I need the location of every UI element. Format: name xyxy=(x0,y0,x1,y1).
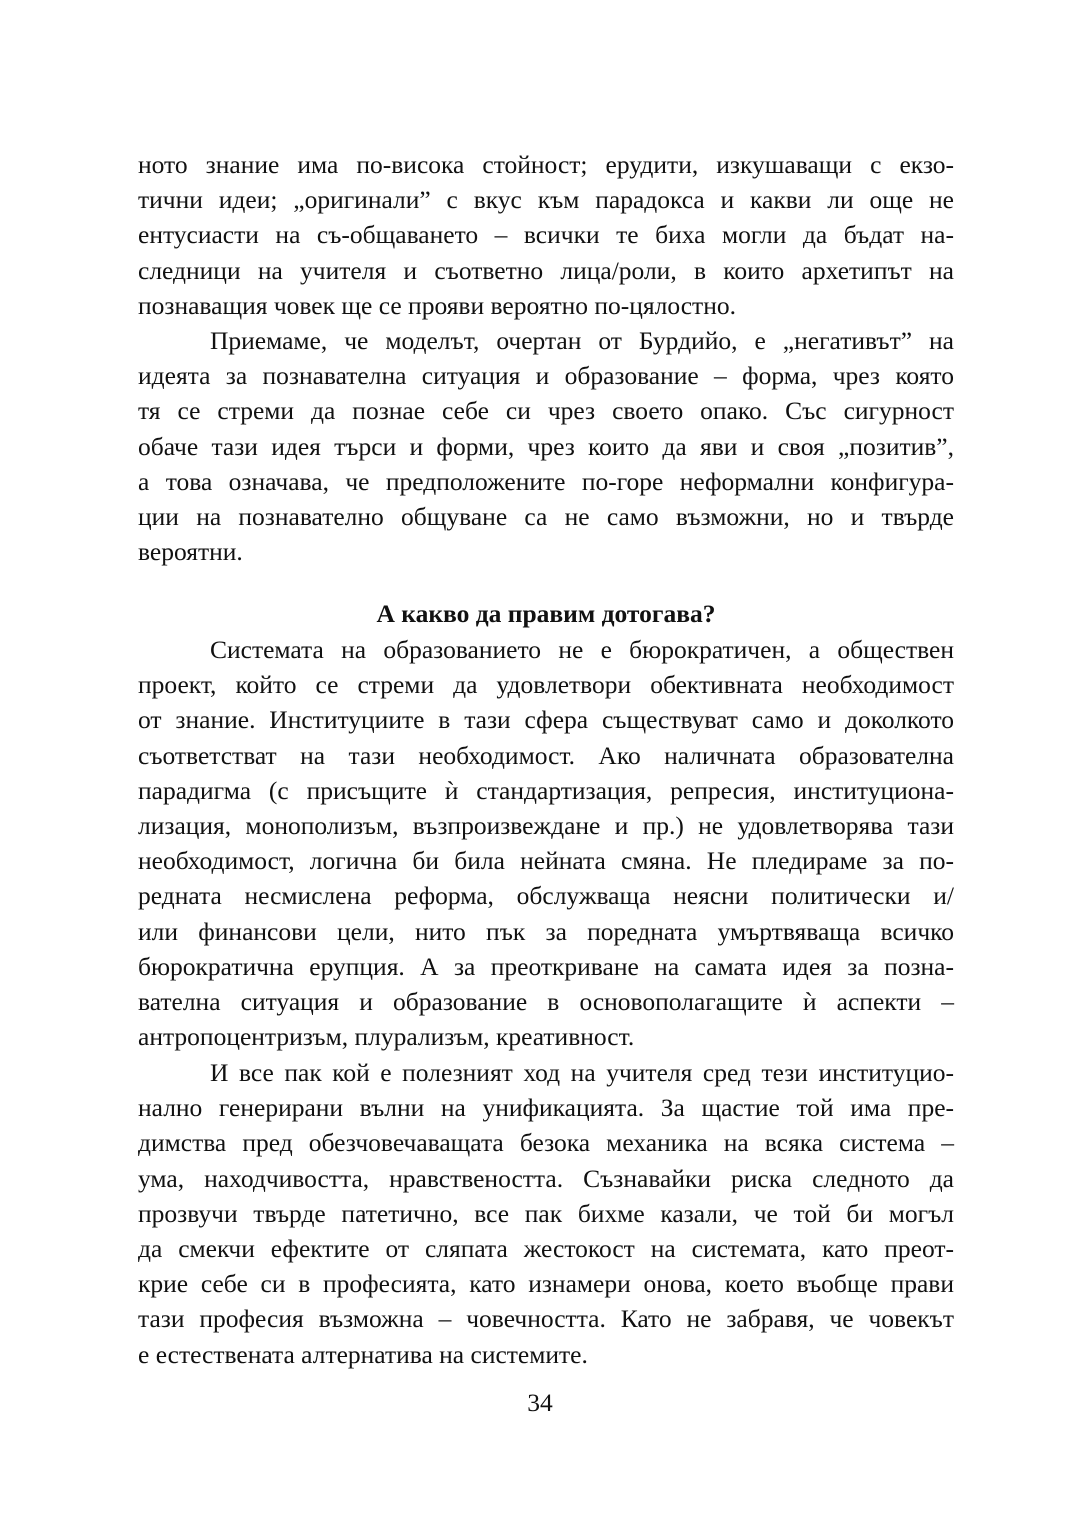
text-line: тази професия възможна – човечността. Като не забравя, че човекът xyxy=(138,1304,954,1334)
text-line: необходимост, логична би била нейната смяна. Не пледираме за по- xyxy=(138,846,954,876)
text-line: лизация, монополизъм, възпроизвеждане и пр.) не удовлетворява тази xyxy=(138,810,954,840)
paragraph-education-system xyxy=(138,632,954,1054)
text-line: ции на познавателно общуване са не само възможни, но и твърде xyxy=(138,501,954,531)
text-line: проект, който се стреми да удовлетвори обективната необходимост xyxy=(138,670,954,700)
text-line: тични идеи; „оригинали” с вкус към парадокса и какви ли още не xyxy=(138,185,954,215)
text-line: крие себе си в професията, като изнамери онова, което въобще прави xyxy=(138,1269,954,1299)
text-line: следници на учителя и съответно лица/роли, в които архетипът на xyxy=(138,255,954,285)
text-line: нално генерирани вълни на унификацията. За щастие той има пре- xyxy=(138,1093,954,1123)
text-line: тя се стреми да познае себе си чрез своето опако. Със сигурност xyxy=(138,396,954,426)
page-number: 34 xyxy=(527,1388,553,1417)
text-line: вателна ситуация и образование в основополагащите ѝ аспекти – xyxy=(138,986,954,1016)
text-line: познаващия човек ще се прояви вероятно по-цялостно. xyxy=(138,290,736,320)
text-line: антропоцентризъм, плурализъм, креативност. xyxy=(138,1022,635,1052)
text-line: от знание. Институциите в тази сфера съществуват само и доколкото xyxy=(138,705,954,735)
text-line: ентусиасти на съ-общаването – всички те биха могли да бъдат на- xyxy=(138,220,954,250)
paragraph-teacher-move xyxy=(138,1055,954,1372)
text-line: И все пак кой е полезният ход на учителя сред тези институцио- xyxy=(210,1058,954,1087)
text-line: да смекчи ефектите от сляпата жестокост на системата, като преот- xyxy=(138,1233,954,1263)
text-line: а това означава, че предположените по-горе неформални конфигура- xyxy=(138,466,954,496)
text-line: редната несмислена реформа, обслужваща неясни политически и/ xyxy=(138,881,954,911)
text-line: Системата на образованието не е бюрократичен, а обществен xyxy=(210,635,954,664)
text-line: идеята за познавателна ситуация и образование – форма, чрез която xyxy=(138,361,954,391)
paragraph-continued xyxy=(138,147,954,323)
text-line: бюрократична ерупция. А за преоткриване на самата идея за позна- xyxy=(138,951,954,981)
text-line: е естествената алтернатива на системите. xyxy=(138,1339,588,1369)
text-line: ума, находчивостта, нравствеността. Съзнавайки риска следното да xyxy=(138,1163,954,1193)
text-line: съответстват на тази необходимост. Ако наличната образователна xyxy=(138,740,954,770)
text-line: вероятни. xyxy=(138,537,243,567)
text-line: парадигма (с присъщите ѝ стандартизация, репресия, институциона- xyxy=(138,775,954,805)
paragraph-negative-model xyxy=(138,323,954,569)
text-line: Приемаме, че моделът, очертан от Бурдийо, е „негативът” на xyxy=(210,326,954,355)
text-line: димства пред обезчовечаващата безока механика на всяка система – xyxy=(138,1128,954,1158)
text-line: обаче тази идея търси и форми, чрез които да яви и своя „позитив”, xyxy=(138,431,954,461)
text-line: или финансови цели, нито пък за поредната умъртвяваща всичко xyxy=(138,916,954,946)
text-line: прозвучи твърде патетично, все пак бихме казали, че той би могъл xyxy=(138,1198,954,1228)
text-line: ното знание има по-висока стойност; ерудити, изкушаващи с екзо- xyxy=(138,150,954,179)
section-heading: А какво да правим дотогава? xyxy=(376,599,716,628)
